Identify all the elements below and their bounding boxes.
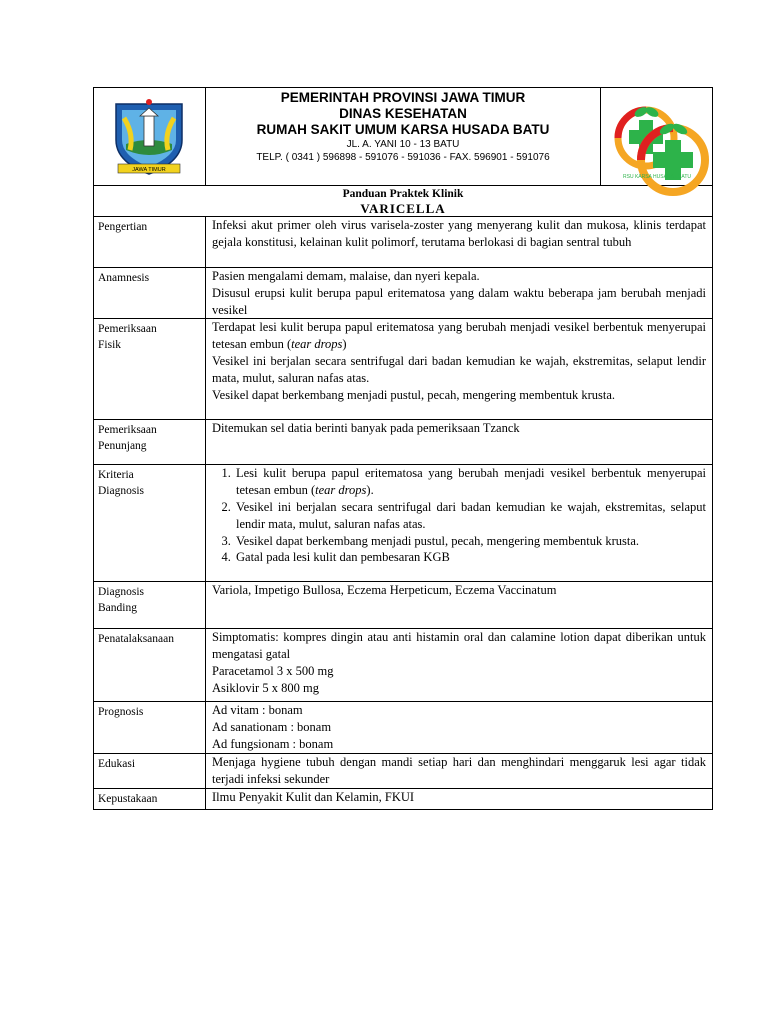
government-name: PEMERINTAH PROVINSI JAWA TIMUR (280, 90, 526, 105)
hospital-logo-text: RSU KARSA HUSADA - BATU (623, 174, 691, 180)
title-cell (94, 186, 713, 217)
anamnesis-paragraph-1: Pasien mengalami demam, malaise, dan nyeri kepala. (212, 269, 480, 283)
label-penunjang-line-2: Penunjang (98, 440, 147, 453)
penatalaksanaan-paragraph-1: Simptomatis: kompres dingin atau anti histamin oral dan calamine lotion dapat diberikan untuk mengatasi gatal (212, 630, 706, 662)
label-fisik-line-1: Pemeriksaan (98, 323, 157, 336)
kriteria-list (212, 465, 706, 566)
label-prognosis: Prognosis (94, 702, 206, 753)
hospital-address: JL. A. YANI 10 - 13 BATU (346, 139, 460, 150)
east-java-emblem-icon (94, 88, 204, 180)
letterhead-text-cell (206, 88, 601, 186)
label-edukasi: Edukasi (94, 753, 206, 788)
hospital-name: RUMAH SAKIT UMUM KARSA HUSADA BATU (256, 122, 550, 137)
hospital-logo-icon (601, 88, 713, 180)
fisik-p1-text: Terdapat lesi kulit berupa papul eritematosa yang berubah menjadi vesikel berbentuk menyerupai tetesan embun ( (212, 320, 706, 352)
label-anamnesis: Anamnesis (94, 268, 206, 319)
label-diagnosis-banding (94, 582, 206, 629)
hospital-phone: TELP. ( 0341 ) 596898 - 591076 - 591036 - FAX. 596901 - 591076 (256, 152, 550, 163)
row-kepustakaan (94, 788, 713, 809)
row-prognosis (94, 702, 713, 753)
label-kepustakaan: Kepustakaan (94, 788, 206, 809)
row-diagnosis-banding (94, 582, 713, 629)
kriteria-item-1-text: Lesi kulit berupa papul eritematosa yang berubah menjadi vesikel berbentuk menyerupai tetesan embun ( (236, 466, 706, 498)
label-penatalaksanaan: Penatalaksanaan (94, 629, 206, 702)
guideline-table (93, 87, 713, 810)
value-pengertian: Infeksi akut primer oleh virus varisela-zoster yang menyerang kulit dan mukosa, klinis terdapat gejala konstitusi, kelainan kulit polimorf, terutama berlokasi di bagian sentral tubuh (206, 217, 713, 268)
title-row (94, 186, 713, 217)
value-edukasi: Menjaga hygiene tubuh dengan mandi setiap hari dan menghindari menggaruk lesi agar tidak terjadi infeksi sekunder (206, 753, 713, 788)
hospital-logo-cell (601, 88, 713, 186)
penatalaksanaan-paragraph-2: Paracetamol 3 x 500 mg (212, 663, 334, 678)
clinical-guideline-document (93, 87, 712, 810)
kriteria-item-2: 2. Vesikel ini berjalan secara sentrifugal dari badan kemudian ke wajah, ekstremitas, selaput lendir mata, mulut, saluran nafas atas. (234, 499, 706, 533)
row-pemeriksaan-fisik (94, 319, 713, 420)
anamnesis-paragraph-2: Disusul erupsi kulit berupa papul eritematosa yang dalam waktu beberapa jam berubah menjadi vesikel (212, 285, 706, 317)
fisik-paragraph-1 (212, 319, 706, 353)
fisik-p1-italic: tear drops (291, 337, 343, 352)
prognosis-fungsionam: Ad fungsionam : bonam (212, 736, 334, 751)
label-kriteria-line-1: Kriteria (98, 469, 134, 482)
fisik-paragraph-3: Vesikel dapat berkembang menjadi pustul, pecah, mengering membentuk krusta. (212, 387, 616, 402)
kriteria-item-1-close: ). (366, 483, 374, 498)
row-pemeriksaan-penunjang (94, 420, 713, 465)
label-banding-line-1: Diagnosis (98, 586, 144, 599)
label-kriteria-diagnosis (94, 465, 206, 582)
prognosis-vitam: Ad vitam : bonam (212, 703, 303, 718)
fisik-paragraph-2: Vesikel ini berjalan secara sentrifugal dari badan kemudian ke wajah, ekstremitas, selaput lendir mata, mulut, saluran nafas atas. (212, 353, 706, 385)
label-banding-line-2: Banding (98, 602, 137, 615)
value-diagnosis-banding: Variola, Impetigo Bullosa, Eczema Herpeticum, Eczema Vaccinatum (206, 582, 713, 629)
row-kriteria-diagnosis (94, 465, 713, 582)
letterhead-row (94, 88, 713, 186)
value-kepustakaan: Ilmu Penyakit Kulit dan Kelamin, FKUI (206, 788, 713, 809)
fisik-p1-close: ) (342, 337, 347, 352)
label-fisik-line-2: Fisik (98, 339, 122, 352)
penatalaksanaan-paragraph-3: Asiklovir 5 x 800 mg (212, 680, 319, 695)
kriteria-item-4: 4. Gatal pada lesi kulit dan pembesaran KGB (234, 549, 706, 566)
emblem-banner-text: JAWA TIMUR (132, 167, 166, 173)
label-pengertian: Pengertian (94, 217, 206, 268)
value-pemeriksaan-penunjang: Ditemukan sel datia berinti banyak pada pemeriksaan Tzanck (206, 420, 713, 465)
province-emblem-cell (94, 88, 206, 186)
kriteria-item-1-italic: tear drops (315, 483, 367, 498)
document-title: VARICELLA (360, 201, 446, 216)
row-penatalaksanaan (94, 629, 713, 702)
kriteria-item-1 (234, 465, 706, 499)
kriteria-item-3: 3. Vesikel dapat berkembang menjadi pustul, pecah, mengering membentuk krusta. (234, 533, 706, 550)
row-anamnesis (94, 268, 713, 319)
row-edukasi (94, 753, 713, 788)
row-pengertian (94, 217, 713, 268)
document-subtitle: Panduan Praktek Klinik (342, 188, 464, 200)
value-kriteria-diagnosis (206, 465, 713, 582)
department-name: DINAS KESEHATAN (339, 106, 467, 121)
label-kriteria-line-2: Diagnosis (98, 485, 144, 498)
label-pemeriksaan-fisik (94, 319, 206, 420)
value-pemeriksaan-fisik (206, 319, 713, 420)
value-penatalaksanaan (206, 629, 713, 702)
label-pemeriksaan-penunjang (94, 420, 206, 465)
label-penunjang-line-1: Pemeriksaan (98, 424, 157, 437)
value-anamnesis (206, 268, 713, 319)
prognosis-sanationam: Ad sanationam : bonam (212, 720, 332, 735)
value-prognosis (206, 702, 713, 753)
